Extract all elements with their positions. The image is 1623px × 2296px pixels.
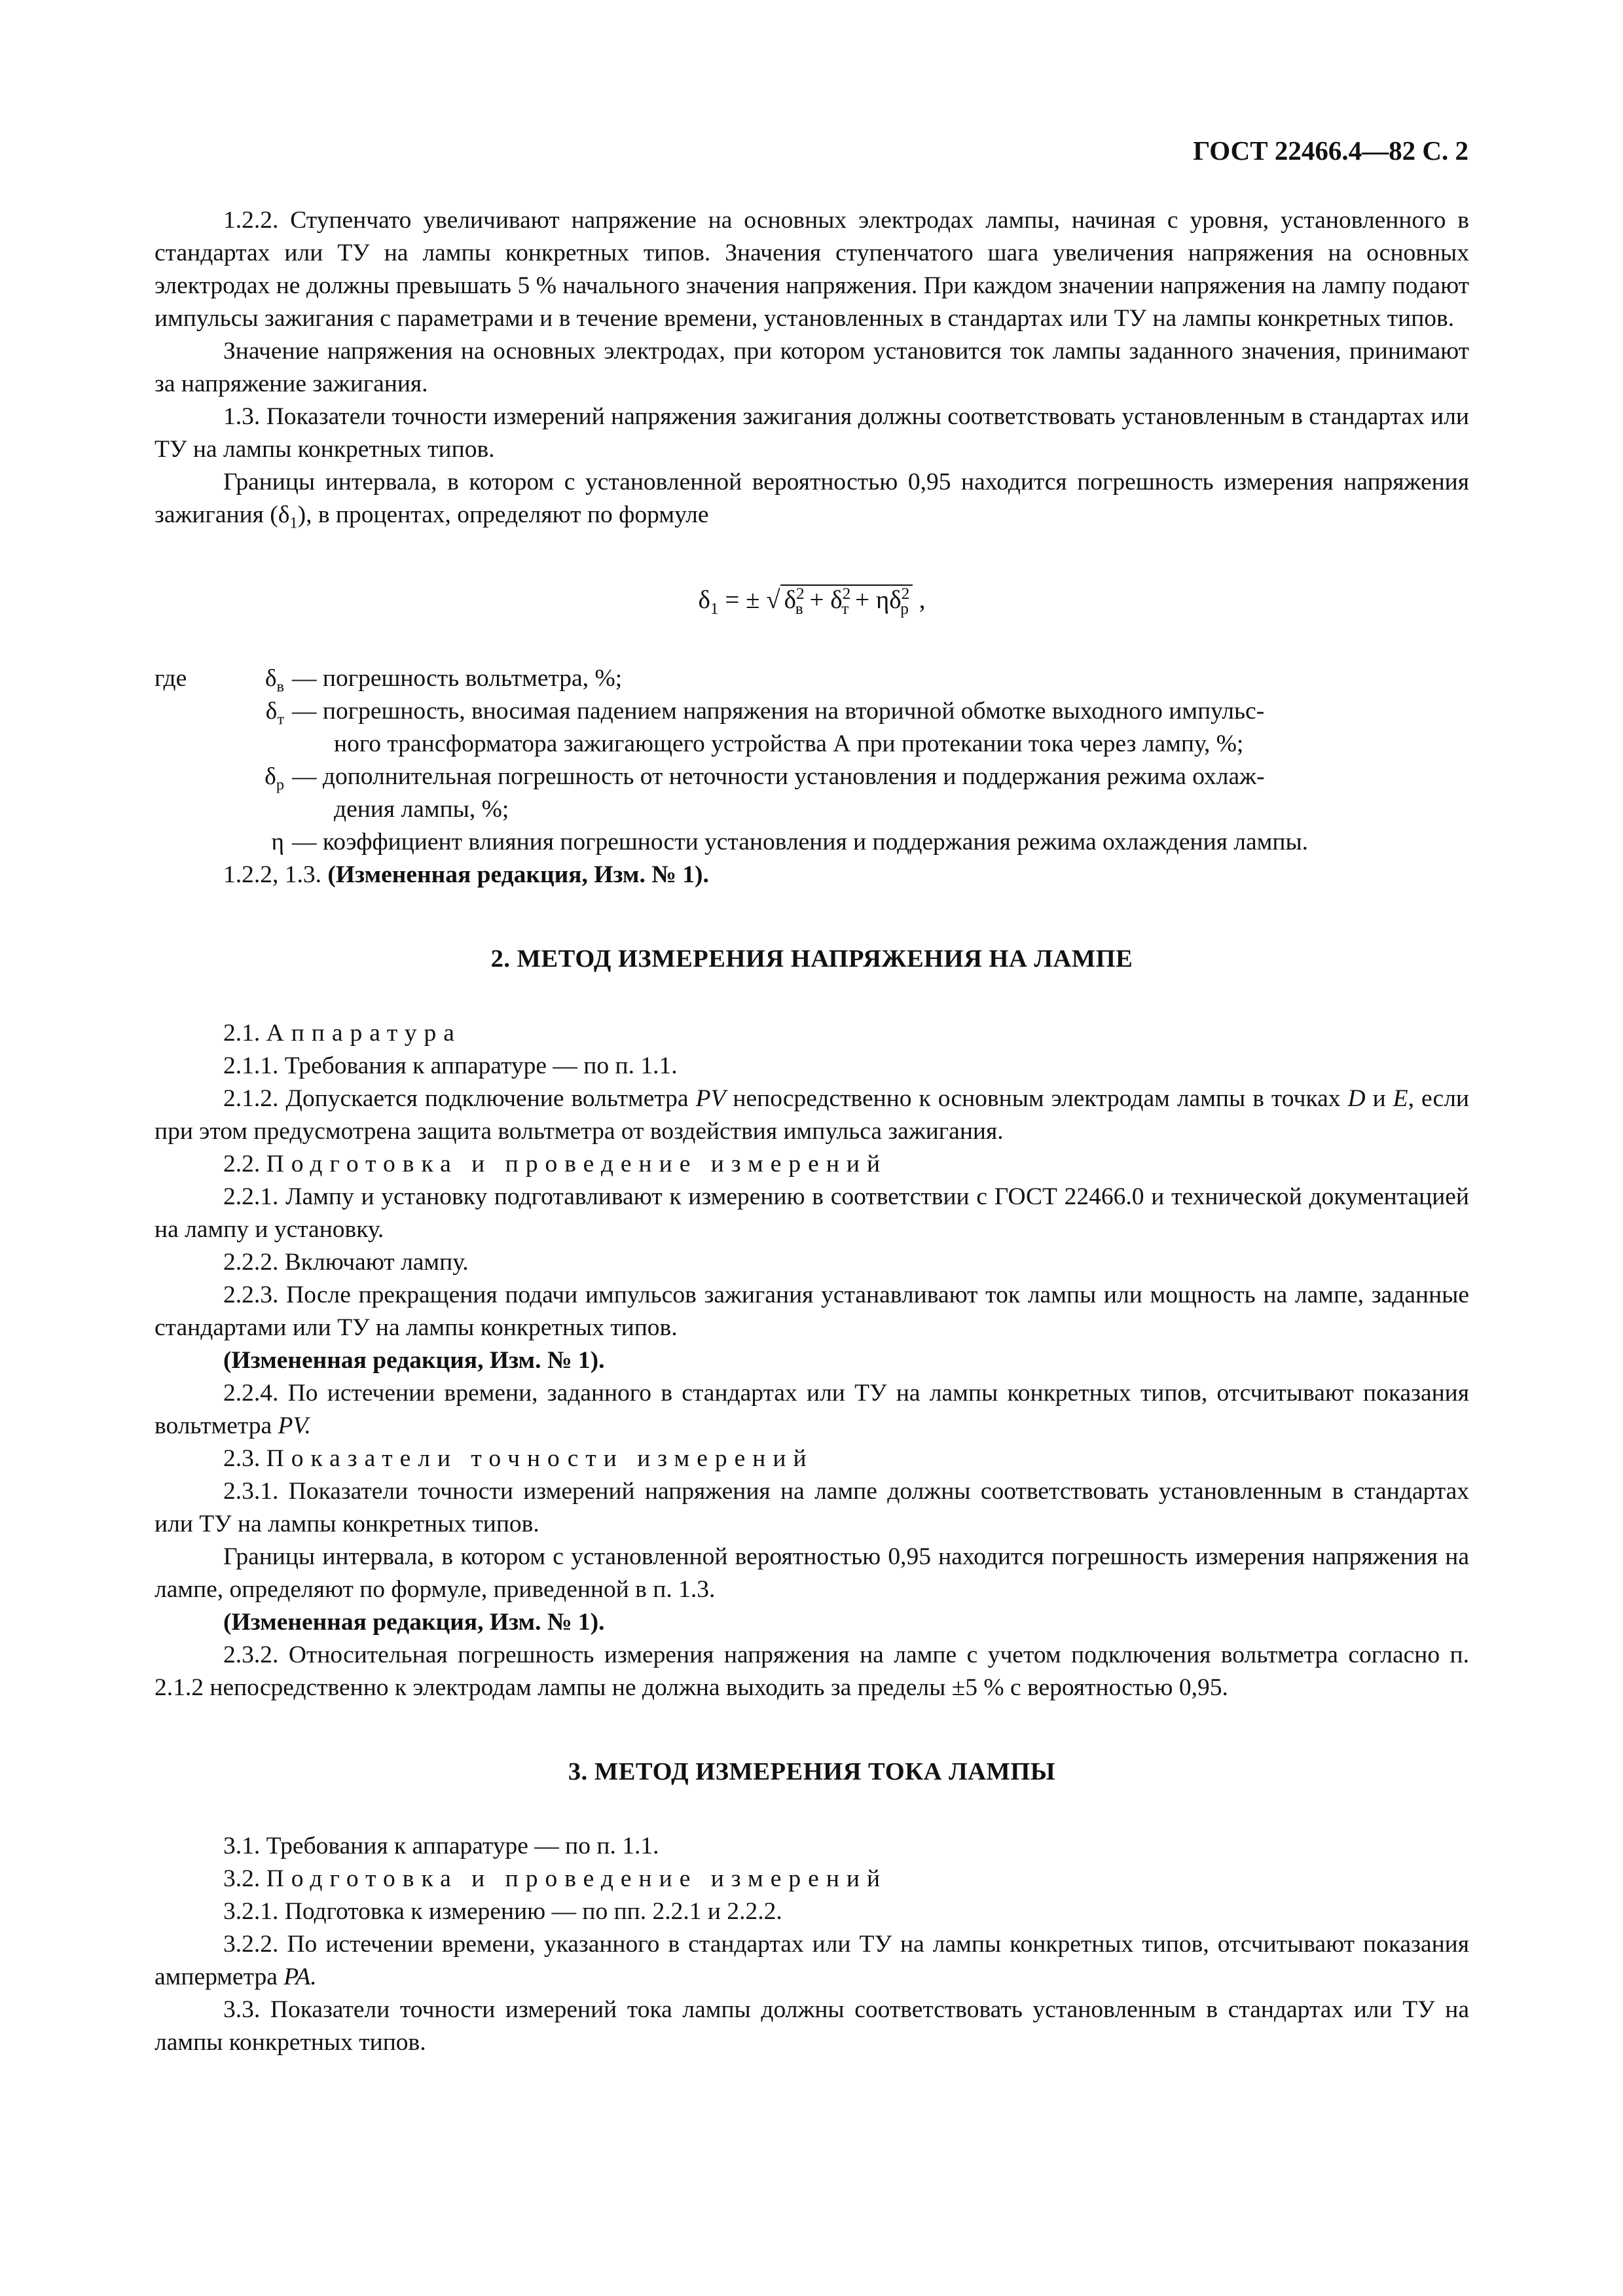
- paragraph-2-3-1: 2.3.1. Показатели точности измерений напряжения на лампе должны соответствовать установленным в стандартах или ТУ на лампы конкретных типов.: [155, 1478, 1469, 1537]
- paragraph-2-1: 2.1. Аппаратура: [223, 1020, 462, 1047]
- formula-legend: [155, 662, 1469, 859]
- legend-symbol: $\delta_т$: [265, 698, 284, 728]
- paragraph-2-2-1: 2.2.1. Лампу и установку подготавливают к измерению в соответствии с ГОСТ 22466.0 и технической документацией на лампу и установку.: [155, 1183, 1469, 1243]
- legend-row: [155, 761, 1469, 826]
- section-2-heading: 2. МЕТОД ИЗМЕРЕНИЯ НАПРЯЖЕНИЯ НА ЛАМПЕ: [490, 945, 1133, 973]
- paragraph-3-2: 3.2. Подготовка и проведение измерений: [223, 1865, 888, 1892]
- legend-text: — дополнительная погрешность от неточности установления и поддержания режима охлаж- дения лампы, %;: [292, 763, 1265, 823]
- legend-row: [155, 826, 1469, 859]
- legend-text: — коэффициент влияния погрешности установления и поддержания режима охлаждения лампы.: [292, 829, 1309, 855]
- paragraph-2-2-4: 2.2.4. По истечении времени, заданного в стандартах или ТУ на лампы конкретных типов, отсчитывают показания вольтметра PV.: [155, 1380, 1469, 1439]
- paragraph-3-3: 3.3. Показатели точности измерений тока лампы должны соответствовать установленным в стандартах или ТУ на лампы конкретных типов.: [155, 1996, 1469, 2056]
- legend-text: — погрешность вольтметра, %;: [292, 665, 623, 692]
- formula-delta-1: $\delta_1$ = ± √ $\delta^2_в + \delta^2_т + \eta\delta^2_р$ ,: [698, 584, 926, 618]
- legend-row: [155, 695, 1469, 761]
- where-word: где: [155, 665, 187, 692]
- paragraph-3-2-2: 3.2.2. По истечении времени, указанного в стандартах или ТУ на лампы конкретных типов, отсчитывают показания амперметра PA.: [155, 1931, 1469, 1990]
- amendment-note: (Измененная редакция, Изм. № 1).: [223, 1347, 605, 1374]
- amendment-note: (Измененная редакция, Изм. № 1).: [223, 1609, 605, 1636]
- section-3-heading: 3. МЕТОД ИЗМЕРЕНИЯ ТОКА ЛАМПЫ: [568, 1758, 1056, 1785]
- paragraph-1-3: 1.3. Показатели точности измерений напряжения зажигания должны соответствовать установленным в стандартах или ТУ на лампы конкретных типов.: [155, 403, 1469, 463]
- legend-symbol: η: [271, 829, 284, 855]
- legend-row: [155, 662, 1469, 695]
- paragraph-2-1-1: 2.1.1. Требования к аппаратуре — по п. 1.1.: [223, 1052, 678, 1079]
- paragraph-2-3: 2.3. Показатели точности измерений: [223, 1445, 814, 1472]
- paragraph-2-2-3: 2.2.3. После прекращения подачи импульсов зажигания устанавливают ток лампы или мощность на лампе, заданные стандартами или ТУ на лампы конкретных типов.: [155, 1282, 1469, 1341]
- paragraph-3-2-1: 3.2.1. Подготовка к измерению — по пп. 2.2.1 и 2.2.2.: [223, 1898, 782, 1925]
- legend-text: — погрешность, вносимая падением напряжения на вторичной обмотке выходного импульс- ного трансформатора зажигающего устройства А при протекании тока через лампу, %;: [292, 698, 1265, 757]
- amendment-note: 1.2.2, 1.3. (Измененная редакция, Изм. № 1).: [223, 861, 709, 888]
- paragraph-value: Значение напряжения на основных электродах, при котором установится ток лампы заданного значения, принимают за напряжение зажигания.: [155, 338, 1469, 397]
- paragraph-bounds: Границы интервала, в котором с установленной вероятностью 0,95 находится погрешность измерения напряжения зажигания $(\delta_1)$, в процентах, определяют по формуле: [155, 469, 1469, 532]
- paragraph-1-2-2: 1.2.2. Ступенчато увеличивают напряжение на основных электродах лампы, начиная с уровня, установленного в стандартах или ТУ на лампы конкретных типов. Значения ступенчатого шага увеличения напряжения на основных электродах не должны превышать 5 % начального значения напряжения. При каждом значении напряжения на лампу подают импульсы зажигания с параметрами и в течение времени, установленных в стандартах или ТУ на лампы конкретных типов.: [155, 207, 1469, 332]
- page-header: ГОСТ 22466.4—82 С. 2: [1193, 135, 1468, 166]
- paragraph-3-1: 3.1. Требования к аппаратуре — по п. 1.1.: [223, 1833, 659, 1859]
- paragraph-2-3-2: 2.3.2. Относительная погрешность измерения напряжения на лампе с учетом подключения вольтметра согласно п. 2.1.2 непосредственно к электродам лампы не должна выходить за пределы ±5 % с вероятностью 0,95.: [155, 1641, 1469, 1701]
- paragraph-2-1-2: 2.1.2. Допускается подключение вольтметра PV непосредственно к основным электродам лампы в точках D и E, если при этом предусмотрена защита вольтметра от воздействия импульса зажигания.: [155, 1085, 1469, 1145]
- paragraph-2-2: 2.2. Подготовка и проведение измерений: [223, 1151, 888, 1177]
- paragraph-bounds-2: Границы интервала, в котором с установленной вероятностью 0,95 находится погрешность измерения напряжения на лампе, определяют по формуле, приведенной в п. 1.3.: [155, 1543, 1469, 1603]
- body-text: [155, 204, 1469, 2059]
- legend-symbol: $\delta_р$: [264, 763, 284, 794]
- paragraph-2-2-2: 2.2.2. Включают лампу.: [223, 1249, 469, 1276]
- legend-symbol: $\delta_в$: [264, 665, 284, 696]
